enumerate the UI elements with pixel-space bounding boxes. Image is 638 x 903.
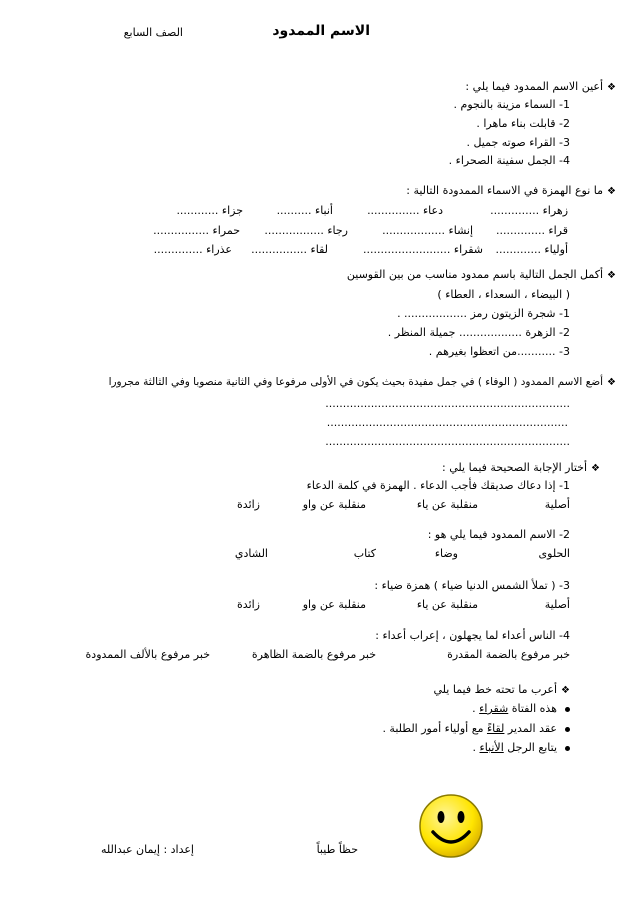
diamond-bullet-icon: ❖ — [591, 463, 600, 474]
q2-cell: شقراء ......................... — [363, 243, 483, 256]
q2-cell: رجاء ................. — [264, 224, 348, 237]
q6-item: يتابع الرجل الأنباء . — [473, 740, 570, 755]
q5-heading: أختار الإجابة الصحيحة فيما يلي : — [442, 461, 588, 474]
q1-item: 2- قابلت بناء ماهرا . — [476, 117, 570, 130]
q5-heading-row — [442, 460, 600, 476]
q3-item: 3- ...........من اتعظوا بغيرهم . — [428, 345, 570, 358]
q2-cell: لقاء ................ — [251, 243, 328, 256]
q5-choice[interactable]: منقلبة عن واو — [302, 498, 366, 511]
q5-choice[interactable]: كتاب — [353, 547, 376, 560]
q2-cell: زهراء .............. — [490, 204, 568, 217]
q5-choice[interactable]: الحلوى — [538, 547, 570, 560]
underlined-word: شقراء — [479, 702, 509, 715]
smiley-face-icon — [417, 792, 485, 860]
round-bullet-icon — [565, 746, 570, 751]
q2-cell: دعاء ............... — [367, 204, 443, 217]
q1-item: 4- الجمل سفينة الصحراء . — [448, 154, 570, 167]
q3-heading: أكمل الجمل التالية باسم ممدود مناسب من بين القوسين — [346, 268, 604, 281]
q4-answer-line[interactable]: ...................................................................... — [325, 397, 570, 410]
q1-item: 3- القراء صوته جميل . — [466, 136, 570, 149]
q2-cell: حمراء ................ — [153, 224, 240, 237]
q4-heading-row — [109, 375, 616, 390]
q2-cell: أولياء ............. — [495, 243, 568, 256]
q3-item: 2- الزهرة .................. جميلة المنظر . — [387, 326, 570, 339]
q6-heading: أعرب ما تحته خط فيما يلي — [433, 683, 558, 696]
diamond-bullet-icon: ❖ — [561, 685, 570, 696]
diamond-bullet-icon: ❖ — [607, 82, 616, 93]
q2-cell: عذراء .............. — [153, 243, 232, 256]
q5-question: 4- الناس أعداء لما يجهلون ، إعراب أعداء : — [375, 629, 570, 642]
q2-cell: إنشاء .................. — [382, 224, 473, 237]
diamond-bullet-icon: ❖ — [607, 270, 616, 281]
q6-heading-row — [433, 682, 570, 698]
q6-item: هذه الفتاة شقراء . — [472, 701, 570, 716]
q5-choice[interactable]: زائدة — [237, 598, 260, 611]
q5-choice[interactable]: خبر مرفوع بالضمة الظاهرة — [251, 648, 376, 661]
underlined-word: الأنباء — [479, 741, 504, 754]
page-title: الاسم الممدود — [272, 23, 370, 39]
author-credit: إعداد : إيمان عبدالله — [100, 843, 194, 856]
q2-heading-row — [406, 183, 616, 199]
q2-heading: ما نوع الهمزة في الاسماء الممدودة التالية : — [406, 184, 604, 197]
q5-choice[interactable]: منقلبة عن ياء — [416, 498, 478, 511]
round-bullet-icon — [565, 707, 570, 712]
q1-heading: أعين الاسم الممدود فيما يلي : — [465, 80, 604, 93]
q6-item: عقد المدير لقاءً مع أولياء أمور الطلبة . — [382, 721, 570, 736]
underlined-word: لقاءً — [486, 722, 505, 735]
q5-choice[interactable]: خبر مرفوع بالضمة المقدرة — [447, 648, 570, 661]
q5-question: 1- إذا دعاك صديقك فأجب الدعاء . الهمزة في كلمة الدعاء — [306, 479, 570, 492]
q1-item: 1- السماء مزينة بالنجوم . — [453, 98, 570, 111]
q5-choice[interactable]: أصلية — [544, 498, 570, 511]
q4-answer-line[interactable]: ..................................................................... — [326, 416, 568, 429]
q5-question: 2- الاسم الممدود فيما يلي هو : — [427, 528, 570, 541]
q5-choice[interactable]: منقلبة عن ياء — [416, 598, 478, 611]
good-luck-text: حظاً طيباً — [316, 843, 358, 856]
q3-heading-row — [347, 267, 616, 283]
q5-choice[interactable]: زائدة — [237, 498, 260, 511]
round-bullet-icon — [565, 727, 570, 732]
q2-cell: قراء .............. — [495, 224, 568, 237]
q5-choice[interactable]: وضاء — [434, 547, 458, 560]
q3-item: 1- شجرة الزيتون رمز .................. . — [397, 307, 570, 320]
q3-options: ( البيضاء ، السعداء ، العطاء ) — [437, 288, 570, 301]
q4-heading: أضع الاسم الممدود ( الوفاء ) في جمل مفيدة بحيث يكون في الأولى مرفوعا وفي الثانية منصوبا وفي الثالثة مجرورا — [108, 376, 604, 388]
grade-label: الصف السابع — [123, 26, 183, 39]
q5-choice[interactable]: أصلية — [544, 598, 570, 611]
q5-question: 3- ( تملأ الشمس الدنيا ضياء ) همزة ضياء : — [374, 579, 570, 592]
q5-choice[interactable]: الشادي — [234, 547, 268, 560]
diamond-bullet-icon: ❖ — [607, 377, 616, 388]
diamond-bullet-icon: ❖ — [607, 186, 616, 197]
q5-choice[interactable]: منقلبة عن واو — [302, 598, 366, 611]
q2-cell: أنباء .......... — [276, 204, 333, 217]
q4-answer-line[interactable]: ...................................................................... — [325, 435, 570, 448]
q5-choice[interactable]: خبر مرفوع بالألف الممدودة — [85, 648, 210, 661]
q2-cell: جزاء ............ — [176, 204, 243, 217]
q1-heading-row — [465, 79, 616, 95]
